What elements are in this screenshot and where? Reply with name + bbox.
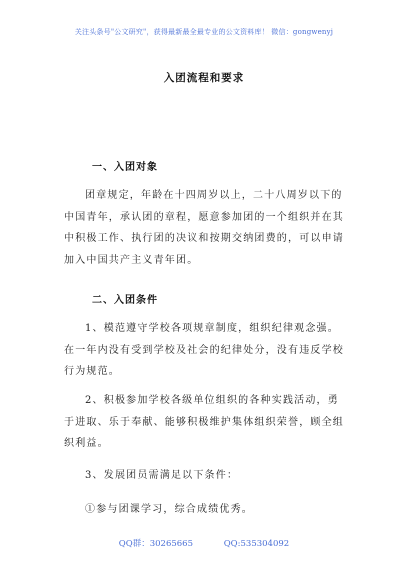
footer-contact [0,537,408,549]
footer-qq-group: QQ群：30265665 [118,539,193,549]
promo-banner: 关注头条号"公文研究"，获得最新最全最专业的公文资料库！ 微信：gongwenyj [74,28,334,36]
paragraph-condition-3-item-1: ①参与团课学习，综合成绩优秀。 [85,504,253,515]
footer-qq: QQ:535304092 [223,539,290,549]
section-heading-target: 一、入团对象 [92,162,158,173]
section-heading-conditions: 二、入团条件 [92,295,158,306]
document-title: 入团流程和要求 [163,72,245,84]
paragraph-condition-3: 3、发展团员需满足以下条件： [85,470,239,481]
paragraph-target-description: 团章规定，年龄在十四周岁以上，二十八周岁以下的中国青年，承认团的章程，愿意参加团的一个组织并在其中积极工作、执行团的决议和按期交纳团费的，可以申请加入中国共产主义青年团。 [64,190,344,266]
paragraph-condition-2: 2、积极参加学校各级单位组织的各种实践活动，勇于进取、乐于奉献、能够积极维护集体组织荣誉，顾全组织利益。 [64,395,344,449]
paragraph-condition-1: 1、模范遵守学校各项规章制度，组织纪律观念强。在一年内没有受到学校及社会的纪律处分，没有违反学校行为规范。 [64,323,344,377]
